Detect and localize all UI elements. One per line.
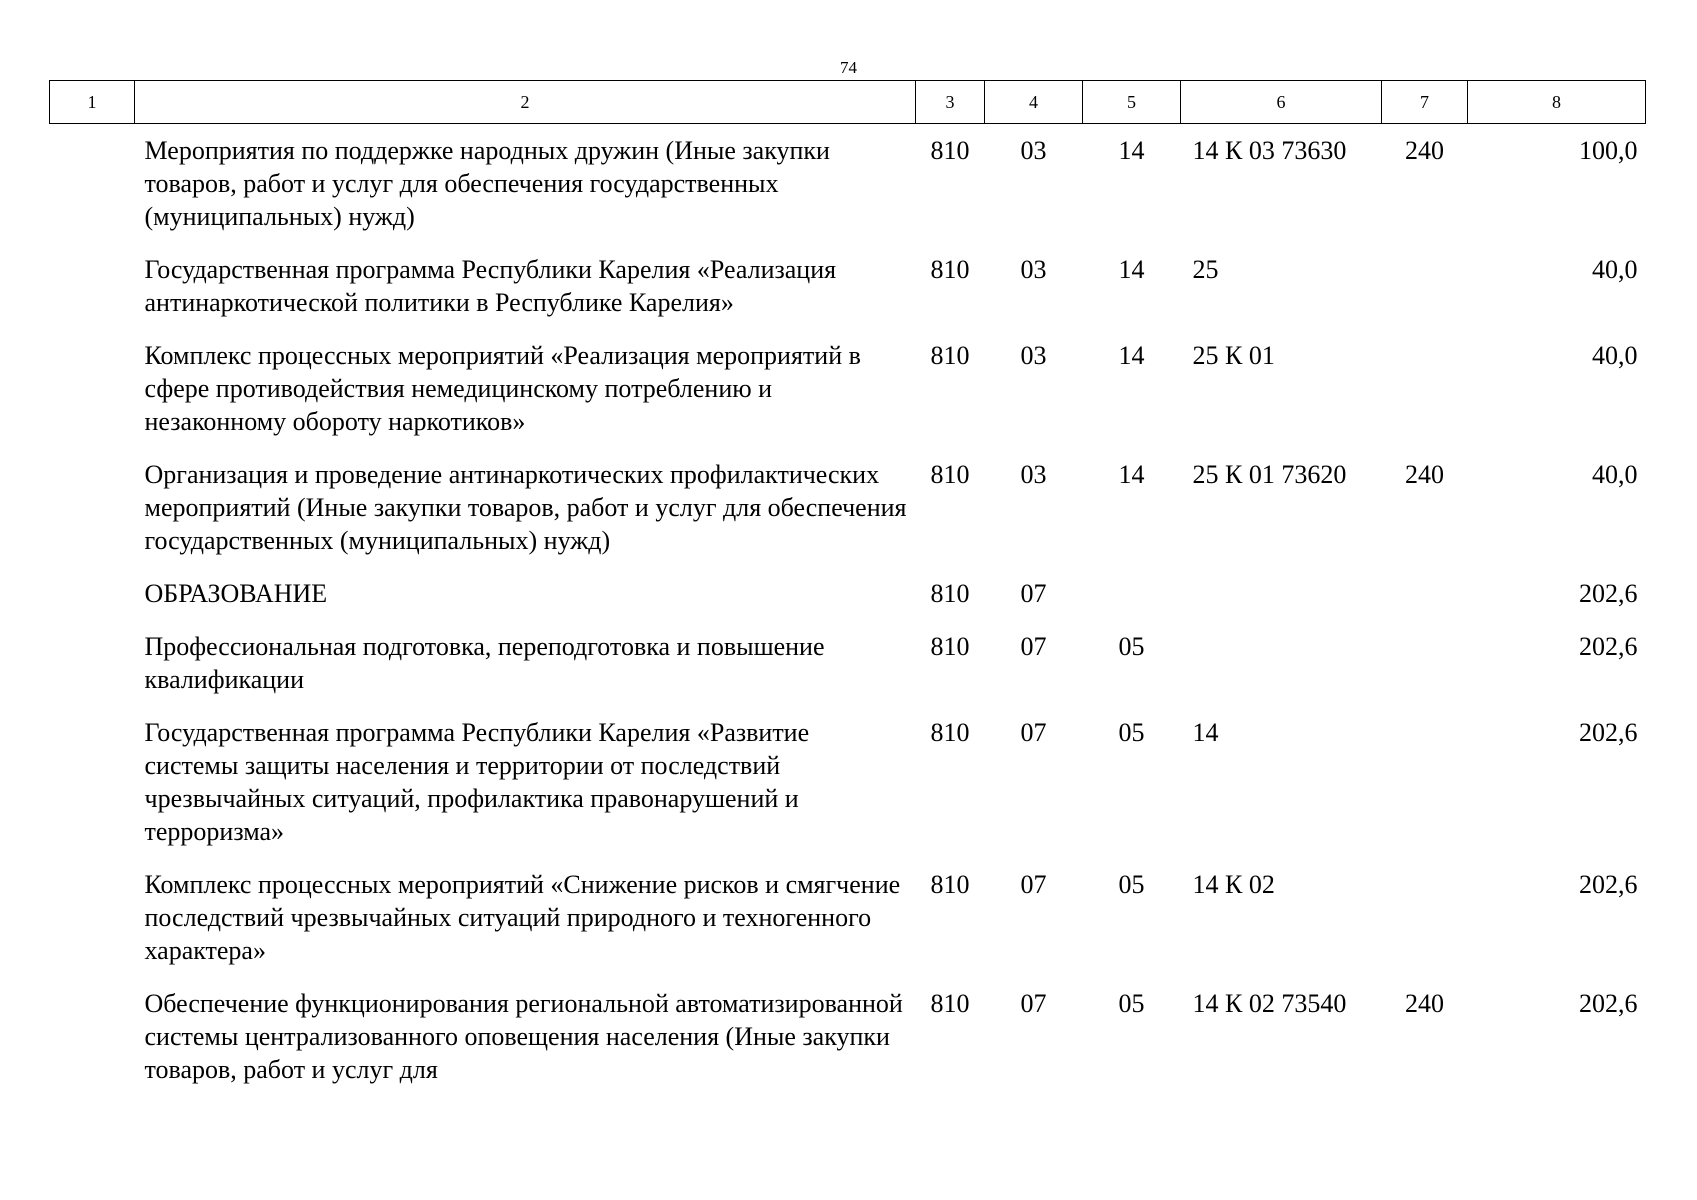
table-row: [50, 124, 1646, 244]
table-row: [50, 858, 1646, 977]
table-row: [50, 448, 1646, 567]
row-col1-cell: [50, 329, 135, 448]
row-name-cell: Комплекс процессных мероприятий «Реализация мероприятий в сфере противодействия немедицинскому потреблению и незаконному обороту наркотиков»: [144, 341, 861, 436]
row-col4-cell: 03: [1020, 255, 1047, 284]
row-col1-cell: [50, 567, 135, 620]
row-col1-cell: [50, 124, 135, 244]
row-col7-cell: [1382, 329, 1468, 448]
row-col4-cell: 03: [1020, 460, 1047, 489]
row-name-cell: Государственная программа Республики Карелия «Развитие системы защиты населения и территории от последствий чрезвычайных ситуаций, профилактика правонарушений и терроризма»: [144, 718, 810, 846]
row-col3-cell: 810: [930, 460, 970, 489]
table-row: [50, 329, 1646, 448]
row-col8-cell: 202,6: [1579, 579, 1638, 608]
row-col4-cell: 07: [1020, 870, 1047, 899]
row-col6-cell: 25 К 01: [1192, 341, 1275, 370]
row-col6-cell: 14 К 02: [1192, 870, 1275, 899]
row-col6-cell: 25 К 01 73620: [1192, 460, 1347, 489]
row-name-cell: Комплекс процессных мероприятий «Снижение рисков и смягчение последствий чрезвычайных ситуаций природного и техногенного характера»: [144, 870, 901, 965]
row-col4-cell: 07: [1020, 632, 1047, 661]
header-col-5: 5: [1083, 81, 1181, 124]
row-col5-cell: 05: [1118, 989, 1145, 1018]
table-row: [50, 567, 1646, 620]
row-col5-cell: 14: [1118, 136, 1145, 165]
table-row: [50, 706, 1646, 858]
table-header: [50, 81, 1646, 124]
row-col7-cell: 240: [1405, 460, 1444, 489]
row-col6-cell: 14: [1192, 718, 1219, 747]
row-name-cell: Профессиональная подготовка, переподготовка и повышение квалификации: [144, 632, 825, 694]
row-col5-cell: 14: [1118, 255, 1145, 284]
header-col-4: 4: [985, 81, 1083, 124]
row-col7-cell: 240: [1405, 989, 1444, 1018]
table-row: [50, 243, 1646, 329]
row-col1-cell: [50, 448, 135, 567]
row-col8-cell: 202,6: [1579, 718, 1638, 747]
row-col5-cell: 05: [1118, 718, 1145, 747]
row-col3-cell: 810: [930, 341, 970, 370]
row-col5-cell: [1083, 567, 1181, 620]
row-col6-cell: [1181, 567, 1382, 620]
row-col8-cell: 40,0: [1592, 255, 1638, 284]
row-name-cell: Государственная программа Республики Карелия «Реализация антинаркотической политики в Республике Карелия»: [144, 255, 837, 317]
row-col3-cell: 810: [930, 989, 970, 1018]
table-body: [50, 124, 1646, 1097]
row-col4-cell: 03: [1020, 341, 1047, 370]
row-col6-cell: 14 К 03 73630: [1192, 136, 1347, 165]
row-col3-cell: 810: [930, 136, 970, 165]
row-col8-cell: 40,0: [1592, 341, 1638, 370]
row-col5-cell: 14: [1118, 341, 1145, 370]
row-col5-cell: 05: [1118, 870, 1145, 899]
row-col6-cell: 14 К 02 73540: [1192, 989, 1347, 1018]
row-col8-cell: 202,6: [1579, 989, 1638, 1018]
row-col1-cell: [50, 620, 135, 706]
row-col7-cell: [1382, 243, 1468, 329]
row-col4-cell: 07: [1020, 989, 1047, 1018]
row-col7-cell: [1382, 858, 1468, 977]
row-col5-cell: 05: [1118, 632, 1145, 661]
row-col7-cell: [1382, 620, 1468, 706]
row-col7-cell: [1382, 706, 1468, 858]
row-col3-cell: 810: [930, 632, 970, 661]
row-col3-cell: 810: [930, 579, 970, 608]
header-col-8: 8: [1468, 81, 1646, 124]
row-col7-cell: 240: [1405, 136, 1444, 165]
table-row: [50, 977, 1646, 1096]
table-row: [50, 620, 1646, 706]
row-col6-cell: 25: [1192, 255, 1219, 284]
header-col-7: 7: [1382, 81, 1468, 124]
header-col-6: 6: [1181, 81, 1382, 124]
row-col7-cell: [1382, 567, 1468, 620]
row-col4-cell: 07: [1020, 718, 1047, 747]
row-col3-cell: 810: [930, 870, 970, 899]
page-number: 74: [840, 58, 857, 77]
row-col1-cell: [50, 977, 135, 1096]
row-col1-cell: [50, 858, 135, 977]
row-col8-cell: 40,0: [1592, 460, 1638, 489]
row-name-cell: Обеспечение функционирования региональной автоматизированной системы централизованного оповещения населения (Иные закупки товаров, работ и услуг для: [144, 989, 903, 1084]
row-col1-cell: [50, 706, 135, 858]
row-name-cell: ОБРАЗОВАНИЕ: [144, 579, 328, 608]
row-col6-cell: [1181, 620, 1382, 706]
row-col1-cell: [50, 243, 135, 329]
header-col-1: 1: [50, 81, 135, 124]
row-col4-cell: 07: [1020, 579, 1047, 608]
row-col3-cell: 810: [930, 255, 970, 284]
row-col3-cell: 810: [930, 718, 970, 747]
header-col-3: 3: [916, 81, 985, 124]
row-col8-cell: 202,6: [1579, 632, 1638, 661]
budget-table: [49, 80, 1646, 1096]
row-col8-cell: 202,6: [1579, 870, 1638, 899]
row-col8-cell: 100,0: [1579, 136, 1638, 165]
row-col5-cell: 14: [1118, 460, 1145, 489]
header-col-2: 2: [135, 81, 916, 124]
row-name-cell: Организация и проведение антинаркотических профилактических мероприятий (Иные закупки товаров, работ и услуг для обеспечения государственных (муниципальных) нужд): [144, 460, 907, 555]
row-name-cell: Мероприятия по поддержке народных дружин (Иные закупки товаров, работ и услуг для обеспечения государственных (муниципальных) нужд): [144, 136, 830, 231]
row-col4-cell: 03: [1020, 136, 1047, 165]
